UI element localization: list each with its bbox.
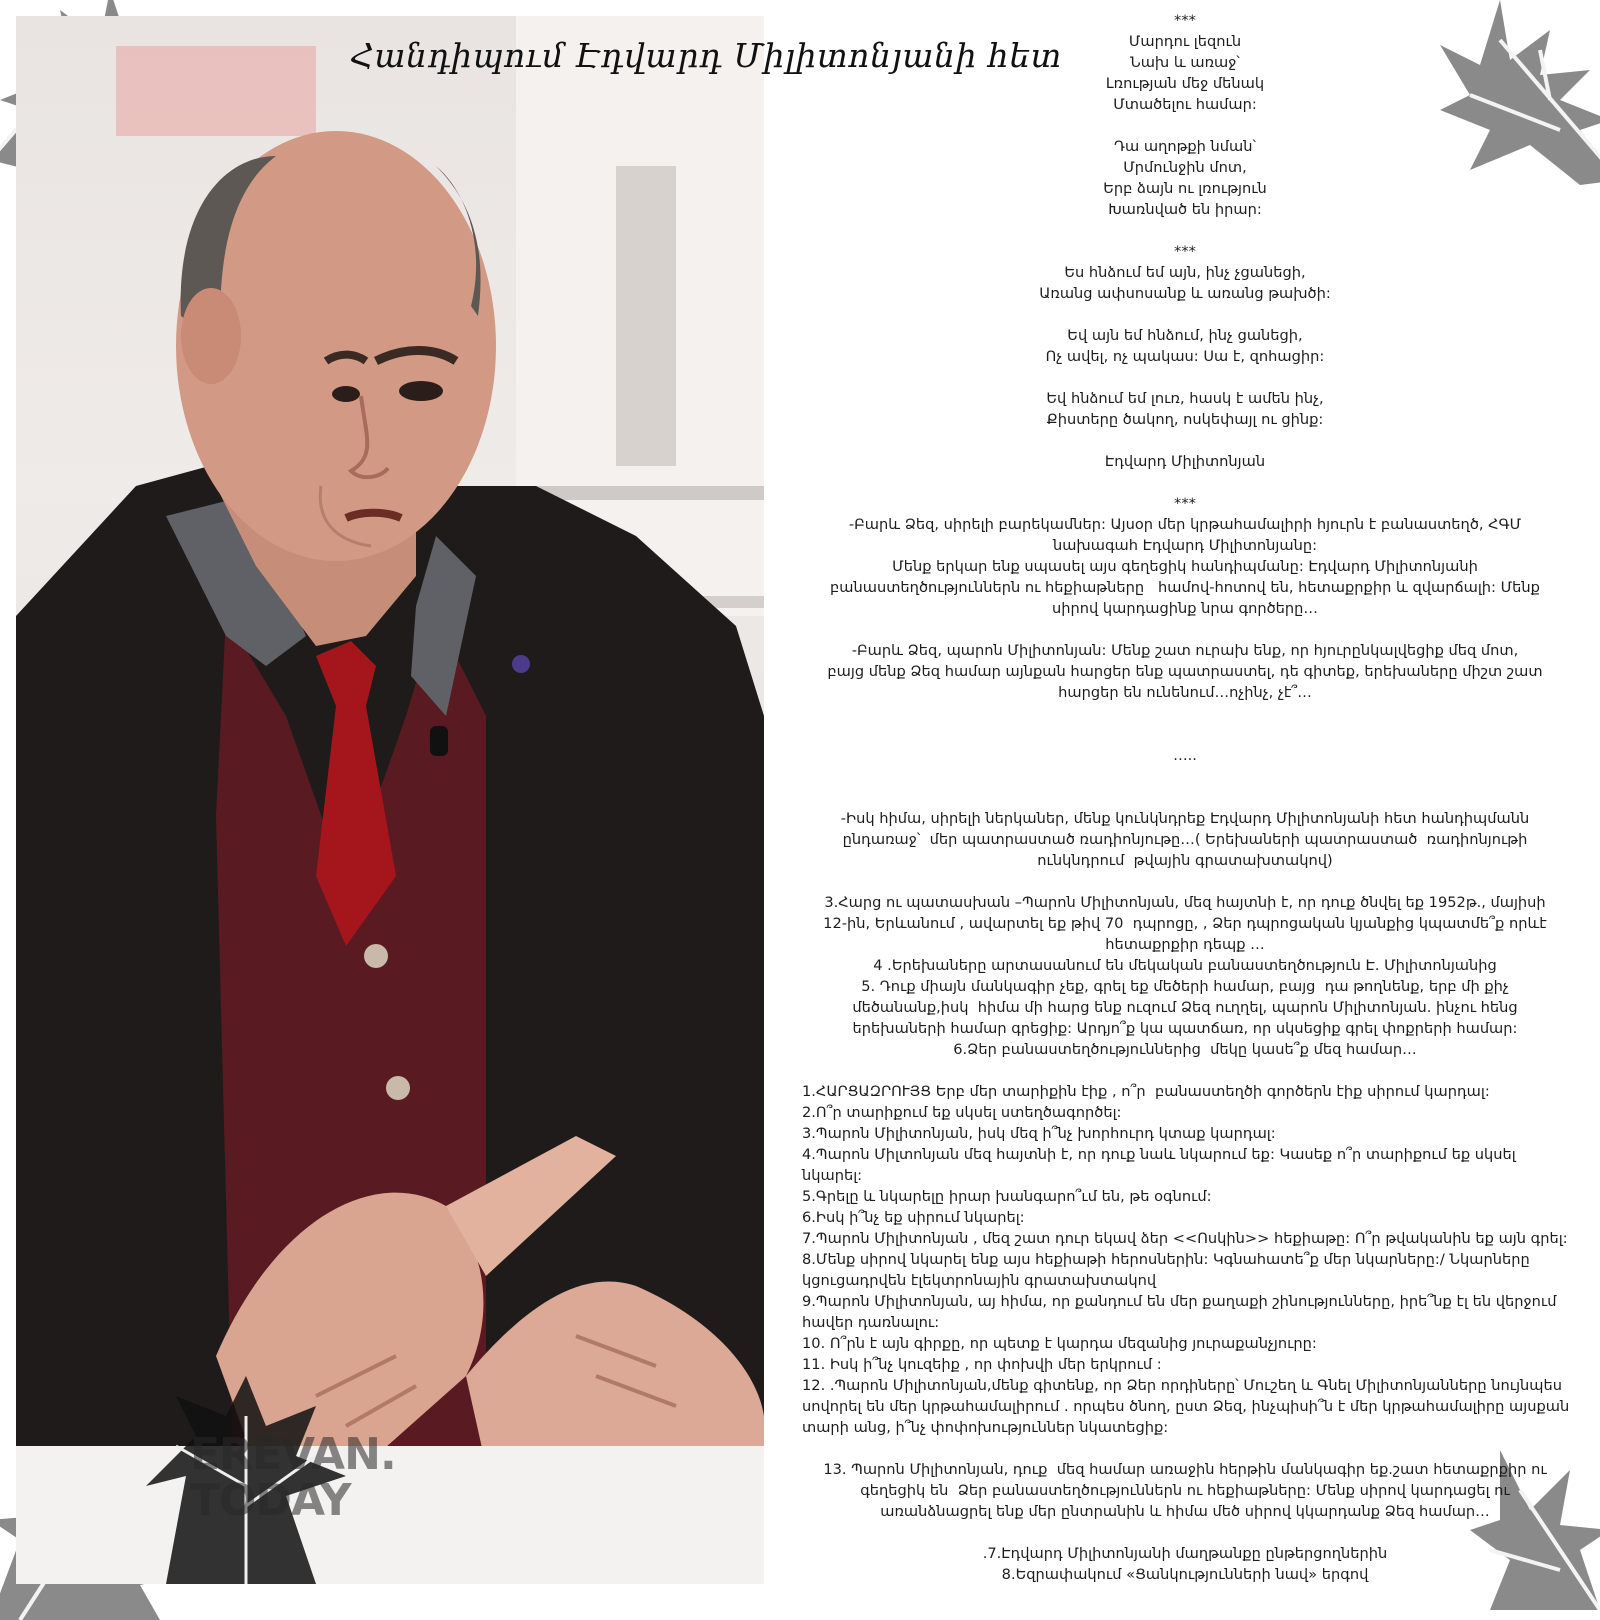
question-item: 6.Իսկ ի՞նչ եք սիրում նկարել: xyxy=(802,1209,1025,1226)
question-item: 12. .Պարոն Միլիտոնյան,մենք գիտենք, որ Ձեր որդիները՝ Մուշեղ և Գնել Միլիտոնյանները նույնպես սովորել են մեր կրթահամալիրում . որպես ծնող, ըստ Ձեզ, ինչպիսի՞ն է մեր կրթահամալիրը այսքան տարի անց, ի՞նչ փոփոխություններ նկատեցիք: xyxy=(802,1377,1574,1436)
question-item: 11. Իսկ ի՞նչ կուզեիք , որ փոխվի մեր երկրում : xyxy=(802,1356,1162,1373)
text-line: բայց մենք Ձեզ համար այնքան հարցեր ենք պատրաստել, դե գիտեք, երեխաները միշտ շատ xyxy=(827,663,1543,680)
section-mark: *** xyxy=(1174,243,1196,260)
text-line: 4 .Երեխաները արտասանում են մեկական բանաստեղծություն Է. Միլիտոնյանից xyxy=(873,957,1497,974)
text-line: մեծանանք,իսկ հիմա մի հարց ենք ուզում Ձեզ ուղղել, պարոն Միլիտոնյան. ինչու հենց xyxy=(852,999,1518,1016)
text-line: Դա աղոթքի նման՝ xyxy=(1114,138,1256,155)
text-line: ունկնդրում թվային գրատախտակով) xyxy=(1037,852,1333,869)
question-item: 8.Մենք սիրով նկարել ենք այս հեքիաթի հերոսներին: Կգնահատե՞ք մեր նկարները:/ Նկարները կցուցադրվեն էլեկտրոնային գրատախտակով xyxy=(802,1251,1535,1289)
text-line xyxy=(790,703,1580,724)
questions-list xyxy=(790,1081,1580,1438)
text-line: Մտածելու համար: xyxy=(1113,96,1257,113)
text-line: Ոչ ավել, ոչ պակաս: Սա է, զոհացիր: xyxy=(1045,348,1325,365)
text-line: 12-ին, Երևանում , ավարտել եք թիվ 70 դպրոցը, , Ձեր դպրոցական կյանքից կպատմե՞ք որևէ xyxy=(823,915,1547,932)
text-line: ընդառաջ՝ մեր պատրաստած ռադիոնյութը…( Երեխաների պատրաստած ռադիոնյութի xyxy=(842,831,1528,848)
text-line: 6.Ձեր բանաստեղծություններից մեկը կասե՞ք մեզ համար… xyxy=(953,1041,1417,1058)
text-line: հարցեր են ունենում…ոչինչ, չէ՞… xyxy=(1058,684,1312,701)
question-item: 10. Ո՞րն է այն գիրքը, որ պետք է կարդա մեզանից յուրաքանչյուրը: xyxy=(802,1335,1317,1352)
text-line: գեղեցիկ են Ձեր բանաստեղծություններն ու հեքիաթները: Մենք սիրով կարդացել ու xyxy=(860,1482,1510,1499)
closing-section xyxy=(790,1459,1580,1585)
text-line xyxy=(790,724,1580,745)
text-line: երեխաների համար գրեցիք: Արդյո՞ք կա պատճառ, որ սկսեցիք գրել փոքրերի համար: xyxy=(852,1020,1518,1037)
text-line: սիրով կարդացինք նրա գործերը… xyxy=(1051,600,1319,617)
text-line: Լռության մեջ մենակ xyxy=(1105,75,1265,92)
text-line xyxy=(790,367,1580,388)
text-line: Եվ այն եմ հնձում, ինչ ցանեցի, xyxy=(1067,327,1303,344)
text-line: բանաստեղծություններն ու հեքիաթները համով-հոտով են, հետաքրքիր և զվարճալի: Մենք xyxy=(830,579,1540,596)
text-line: Եվ հնձում եմ լուռ, հասկ է ամեն ինչ, xyxy=(1046,390,1324,407)
text-line: 3.Հարց ու պատասխան –Պարոն Միլիտոնյան, մեզ հայտնի է, որ դուք ծնվել եք 1952թ., մայիսի xyxy=(824,894,1546,911)
text-line xyxy=(790,766,1580,787)
question-item: 1.ՀԱՐՑԱԶՐՈՒՅՑ Երբ մեր տարիքին էիք , ո՞ր բանաստեղծի գործերն էիք սիրում կարդալ: xyxy=(802,1083,1490,1100)
poem-1 xyxy=(790,10,1580,220)
text-line: Խառնված են իրար: xyxy=(1108,201,1262,218)
section-mark: *** xyxy=(1174,12,1196,29)
text-line: 8.Եզրափակում «Ցանկությունների նավ» երգով xyxy=(1001,1566,1369,1583)
text-line: Ես հնձում եմ այն, ինչ չցանեցի, xyxy=(1064,264,1306,281)
text-line: Երբ ձայն ու լռություն xyxy=(1103,180,1267,197)
text-column xyxy=(790,10,1580,1585)
question-item: 5.Գրելը և նկարելը իրար խանգարո՞ւմ են, թե օգնում: xyxy=(802,1188,1212,1205)
text-line: Առանց ափսոսանք և առանց թախծի: xyxy=(1039,285,1331,302)
text-line: ….. xyxy=(1173,747,1197,764)
text-line xyxy=(790,1522,1580,1543)
text-line: Քիստերը ծակող, ոսկեփայլ ու ցինք: xyxy=(1046,411,1324,428)
text-line: Մենք երկար ենք սպասել այս գեղեցիկ հանդիպմանը: Էդվարդ Միլիտոնյանի xyxy=(892,558,1478,575)
text-line xyxy=(790,787,1580,808)
text-line xyxy=(790,871,1580,892)
question-item: 7.Պարոն Միլիտոնյան , մեզ շատ դուր եկավ ձեր <<Ոսկին>> հեքիաթը: Ո՞ր թվականին եք այն գրել: xyxy=(802,1230,1568,1247)
text-line: առանձնացրել ենք մեր ընտրանին և հիմա մեծ սիրով կկարդանք Ձեզ համար… xyxy=(880,1503,1490,1520)
text-line: Մրմունջին մոտ, xyxy=(1123,159,1247,176)
text-line: 13. Պարոն Միլիտոնյան, դուք մեզ համար առաջին հերթին մանկագիր եք.շատ հետաքրքիր ու xyxy=(823,1461,1547,1478)
question-item: 4.Պարոն Միլտոնյան մեզ հայտնի է, որ դուք նաև նկարում եք: Կասեք ո՞ր տարիքում եք սկսել նկարել: xyxy=(802,1146,1521,1184)
page-title: Հանդիպում Էդվարդ Միլիտոնյանի հետ xyxy=(350,36,1062,75)
section-mark: *** xyxy=(1174,495,1196,512)
intro-section xyxy=(790,493,1580,1060)
text-line xyxy=(790,115,1580,136)
watermark-logo: EREVAN. TODAY xyxy=(190,1429,396,1526)
text-line: հետաքրքիր դեպք … xyxy=(1105,936,1265,953)
question-item: 9.Պարոն Միլիտոնյան, այ հիմա, որ քանդում են մեր քաղաքի շինությունները, իրե՞նք էլ են վերջում հավեր դառնալու: xyxy=(802,1293,1562,1331)
question-item: 3.Պարոն Միլիտոնյան, իսկ մեզ ի՞նչ խորհուրդ կտաք կարդալ: xyxy=(802,1125,1276,1142)
text-line: նախագահ Էդվարդ Միլիտոնյանը: xyxy=(1052,537,1318,554)
text-line: .7.Էդվարդ Միլիտոնյանի մաղթանքը ընթերցողներին xyxy=(982,1545,1388,1562)
poem-2 xyxy=(790,241,1580,472)
text-line: 5. Դուք միայն մանկագիր չեք, գրել եք մեծերի համար, բայց դա թողնենք, երբ մի քիչ xyxy=(861,978,1509,995)
text-line xyxy=(790,430,1580,451)
text-line: -Բարև Ձեզ, սիրելի բարեկամներ: Այսօր մեր կրթահամալիրի հյուրն է բանաստեղծ, ՀԳՄ xyxy=(848,516,1522,533)
text-line: -Իսկ հիմա, սիրելի ներկաներ, մենք կունկնդրեք Էդվարդ Միլիտոնյանի հետ հանդիպմանն xyxy=(840,810,1530,827)
portrait-photo xyxy=(16,16,764,1584)
text-line: Նախ և առաջ՝ xyxy=(1130,54,1240,71)
text-line xyxy=(790,619,1580,640)
text-line xyxy=(790,304,1580,325)
text-line: -Բարև Ձեզ, պարոն Միլիտոնյան: Մենք շատ ուրախ ենք, որ հյուրընկալվեցիք մեզ մոտ, xyxy=(851,642,1519,659)
text-line: Մարդու լեզուն xyxy=(1128,33,1242,50)
question-item: 2.Ո՞ր տարիքում եք սկսել ստեղծագործել: xyxy=(802,1104,1122,1121)
text-line: Էդվարդ Միլիտոնյան xyxy=(1104,453,1266,470)
